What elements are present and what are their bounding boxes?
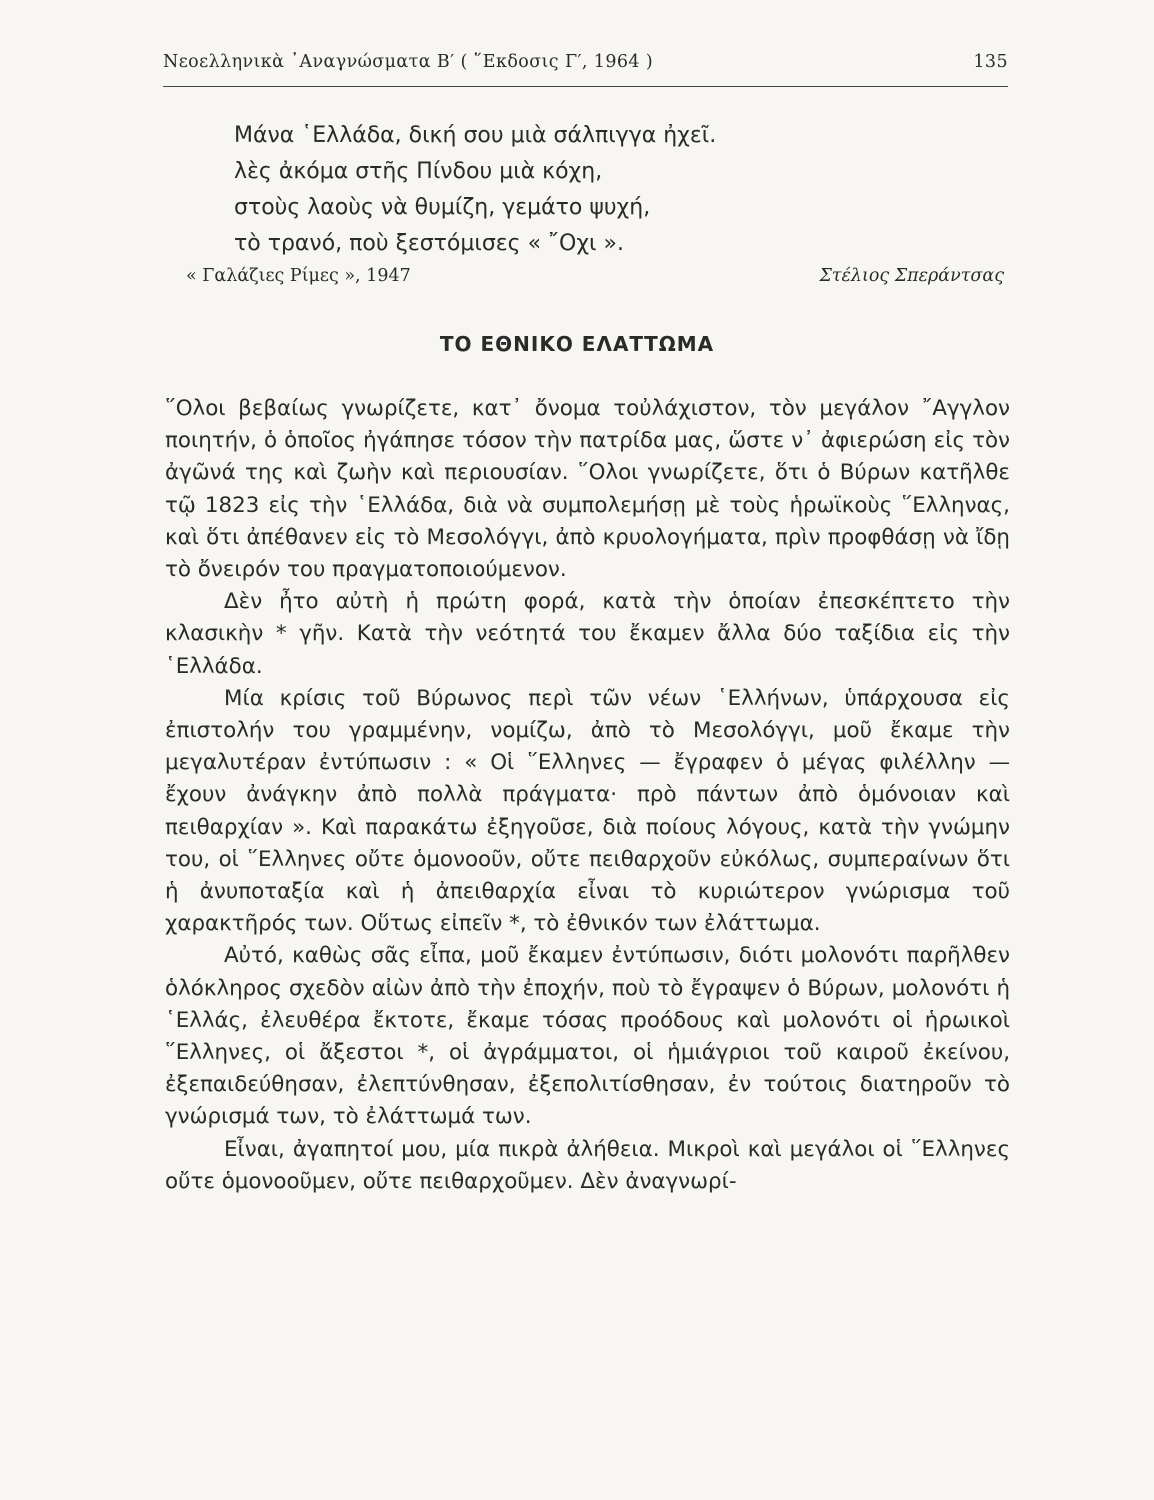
- poem-line: Μάνα ῾Ελλάδα, δική σου μιὰ σάλπιγγα ἠχεῖ.: [234, 123, 717, 148]
- poem-line: τὸ τρανό, ποὺ ξεστόμισες « ῎Οχι ».: [234, 231, 624, 256]
- poem-author: Στέλιος Σπεράντσας: [819, 266, 1004, 286]
- poem-source: « Γαλάζιες Ρίμες », 1947: [186, 266, 411, 286]
- page-header: [163, 44, 1008, 87]
- running-title: Νεοελληνικὰ ᾽Αναγνώσματα Β′ ( ῞Εκδοσις Γ′, 1964 ): [163, 52, 654, 72]
- poem-line: στοὺς λαοὺς νὰ θυμίζη, γεμάτο ψυχή,: [234, 195, 651, 220]
- article-title: ΤΟ ΕΘΝΙΚΟ ΕΛΑΤΤΩΜΑ: [439, 332, 715, 356]
- paragraph: ῞Ολοι βεβαίως γνωρίζετε, κατ᾽ ὄνομα τοὐλάχιστον, τὸν μεγάλον ῎Αγγλον ποιητήν, ὁ ὁποῖος ἠγάπησε τόσον τὴν πατρίδα μας, ὥστε ν᾽ ἀφιερώση εἰς τὸν ἀγῶνά της καὶ ζωὴν καὶ περιουσίαν. ῞Ολοι γνωρίζετε, ὅτι ὁ Βύρων κατῆλθε τῷ 1823 εἰς τὴν ῾Ελλάδα, διὰ νὰ συμπολεμήσῃ μὲ τοὺς ἡρωϊκοὺς ῞Ελληνας, καὶ ὅτι ἀπέθανεν εἰς τὸ Μεσολόγγι, ἀπὸ κρυολογήματα, πρὶν προφθάσῃ νὰ ἴδῃ τὸ ὄνειρόν του πραγματοποιούμενον.: [165, 396, 1010, 583]
- page-number: 135: [973, 52, 1008, 72]
- article-body: [165, 393, 1010, 1198]
- poem-excerpt: [234, 118, 716, 262]
- poem-line: λὲς ἀκόμα στῆς Πίνδου μιὰ κόχη,: [234, 159, 603, 184]
- paragraph: Δὲν ἦτο αὐτὴ ἡ πρώτη φορά, κατὰ τὴν ὁποίαν ἐπεσκέπτετο τὴν κλασικὴν * γῆν. Κατὰ τὴν νεότητά του ἔκαμεν ἄλλα δύο ταξίδια εἰς τὴν ῾Ελλάδα.: [165, 589, 1010, 679]
- paragraph: Εἶναι, ἀγαπητοί μου, μία πικρὰ ἀλήθεια. Μικροὶ καὶ μεγάλοι οἱ ῞Ελληνες οὔτε ὁμονοοῦμεν, οὔτε πειθαρχοῦμεν. Δὲν ἀναγνωρί-: [165, 1136, 1010, 1194]
- paragraph: Μία κρίσις τοῦ Βύρωνος περὶ τῶν νέων ῾Ελλήνων, ὑπάρχουσα εἰς ἐπιστολήν του γραμμένην, νομίζω, ἀπὸ τὸ Μεσολόγγι, μοῦ ἔκαμε τὴν μεγαλυτέραν ἐντύπωσιν : « Οἱ ῞Ελληνες — ἔγραφεν ὁ μέγας φιλέλλην — ἔχουν ἀνάγκην ἀπὸ πολλὰ πράγματα· πρὸ πάντων ἀπὸ ὁμόνοιαν καὶ πειθαρχίαν ». Καὶ παρακάτω ἐξηγοῦσε, διὰ ποίους λόγους, κατὰ τὴν γνώμην του, οἱ ῞Ελληνες οὔτε ὁμονοοῦν, οὔτε πειθαρχοῦν εὐκόλως, συμπεραίνων ὅτι ἡ ἀνυποταξία καὶ ἡ ἀπειθαρχία εἶναι τὸ κυριώτερον γνώρισμα τοῦ χαρακτῆρός των. Οὕτως εἰπεῖν *, τὸ ἐθνικόν των ἐλάττωμα.: [165, 685, 1010, 937]
- paragraph: Αὐτό, καθὼς σᾶς εἶπα, μοῦ ἔκαμεν ἐντύπωσιν, διότι μολονότι παρῆλθεν ὁλόκληρος σχεδὸν αἰὼν ἀπὸ τὴν ἐποχήν, ποὺ τὸ ἔγραψεν ὁ Βύρων, μολονότι ἡ ῾Ελλάς, ἐλευθέρα ἔκτοτε, ἔκαμε τόσας προόδους καὶ μολονότι οἱ ἡρωικοὶ ῞Ελληνες, οἱ ἄξεστοι *, οἱ ἀγράμματοι, οἱ ἡμιάγριοι τοῦ καιροῦ ἐκείνου, ἐξεπαιδεύθησαν, ἐλεπτύνθησαν, ἐξεπολιτίσθησαν, ἐν τούτοις διατηροῦν τὸ γνώρισμά των, τὸ ἐλάττωμά των.: [165, 943, 1010, 1130]
